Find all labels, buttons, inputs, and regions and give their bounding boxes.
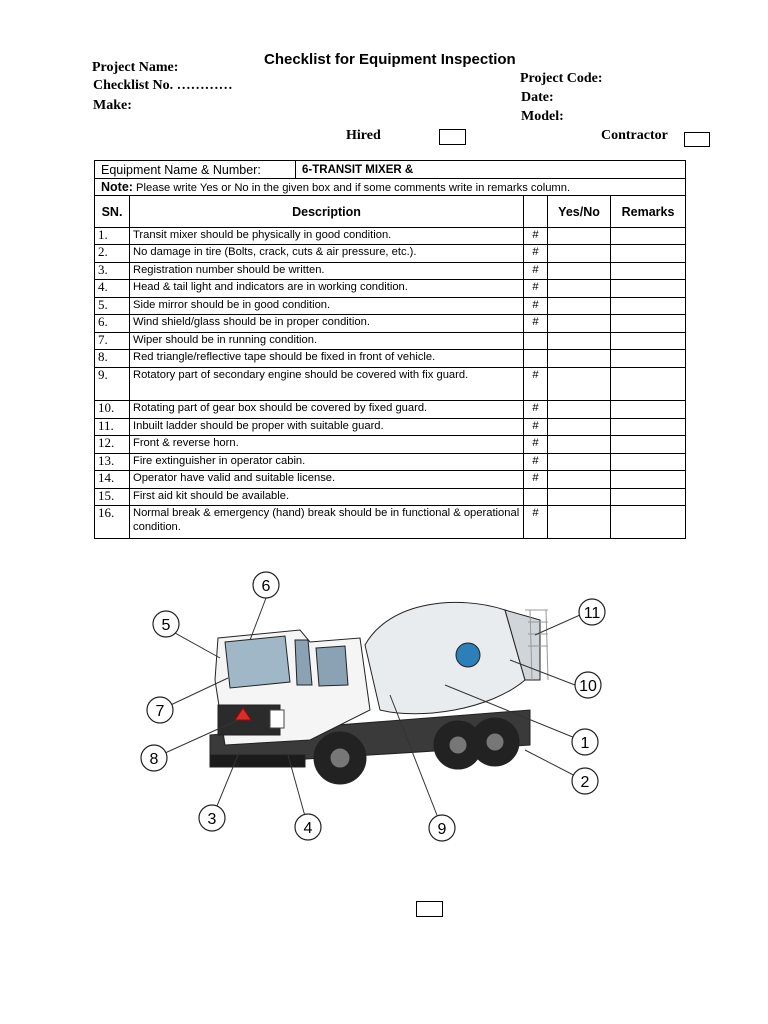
table-row xyxy=(95,368,686,401)
note-row xyxy=(95,179,686,196)
callout-9 xyxy=(429,815,455,841)
table-row xyxy=(95,506,686,539)
row-mark: # xyxy=(524,368,548,401)
callout-number: 1 xyxy=(580,735,590,752)
row-yesno-cell[interactable] xyxy=(548,454,611,471)
row-mark: # xyxy=(524,471,548,489)
table-row xyxy=(95,280,686,298)
row-remarks-cell[interactable] xyxy=(611,245,686,263)
callout-number: 11 xyxy=(583,605,601,622)
truck-drawing xyxy=(210,602,548,784)
table-row xyxy=(95,454,686,471)
row-mark: # xyxy=(524,245,548,263)
row-mark: # xyxy=(524,315,548,333)
row-mark: # xyxy=(524,506,548,539)
project-code-label: Project Code: xyxy=(520,71,603,86)
row-yesno-cell[interactable] xyxy=(548,263,611,280)
checklist-rows xyxy=(95,228,686,539)
row-sn: 9. xyxy=(95,368,130,401)
callout-number: 10 xyxy=(579,678,597,695)
row-remarks-cell[interactable] xyxy=(611,263,686,280)
make-label: Make: xyxy=(93,98,132,113)
row-description: Registration number should be written. xyxy=(130,263,524,280)
row-remarks-cell[interactable] xyxy=(611,298,686,315)
col-description-header: Description xyxy=(130,196,524,228)
callout-number: 4 xyxy=(303,820,313,837)
table-row xyxy=(95,471,686,489)
row-remarks-cell[interactable] xyxy=(611,333,686,350)
row-yesno-cell[interactable] xyxy=(548,471,611,489)
row-yesno-cell[interactable] xyxy=(548,228,611,245)
table-row xyxy=(95,350,686,368)
row-sn: 14. xyxy=(95,471,130,489)
row-description: Side mirror should be in good condition. xyxy=(130,298,524,315)
row-sn: 4. xyxy=(95,280,130,298)
checklist-no-label: Checklist No. ………… xyxy=(93,78,233,93)
row-yesno-cell[interactable] xyxy=(548,506,611,539)
row-description: Head & tail light and indicators are in working condition. xyxy=(130,280,524,298)
row-description: Inbuilt ladder should be proper with suitable guard. xyxy=(130,419,524,436)
checklist-table xyxy=(94,160,686,539)
document-title: Checklist for Equipment Inspection xyxy=(264,51,516,68)
row-mark: # xyxy=(524,454,548,471)
row-mark: # xyxy=(524,436,548,454)
row-yesno-cell[interactable] xyxy=(548,245,611,263)
row-sn: 15. xyxy=(95,489,130,506)
row-mark: # xyxy=(524,263,548,280)
row-mark xyxy=(524,333,548,350)
row-mark: # xyxy=(524,419,548,436)
row-description: Red triangle/reflective tape should be fixed in front of vehicle. xyxy=(130,350,524,368)
table-row xyxy=(95,401,686,419)
callout-1 xyxy=(572,729,598,755)
row-sn: 12. xyxy=(95,436,130,454)
row-yesno-cell[interactable] xyxy=(548,350,611,368)
row-mark xyxy=(524,489,548,506)
callout-6 xyxy=(253,572,279,598)
col-mark-header xyxy=(524,196,548,228)
transit-mixer-illustration xyxy=(130,560,630,860)
note-label: Note: xyxy=(101,179,133,194)
row-description: Transit mixer should be physically in good condition. xyxy=(130,228,524,245)
row-sn: 10. xyxy=(95,401,130,419)
row-description: Rotating part of gear box should be covered by fixed guard. xyxy=(130,401,524,419)
row-yesno-cell[interactable] xyxy=(548,368,611,401)
table-row xyxy=(95,263,686,280)
callout-4 xyxy=(295,814,321,840)
table-row xyxy=(95,315,686,333)
row-yesno-cell[interactable] xyxy=(548,419,611,436)
table-row xyxy=(95,489,686,506)
row-remarks-cell[interactable] xyxy=(611,454,686,471)
row-remarks-cell[interactable] xyxy=(611,228,686,245)
row-remarks-cell[interactable] xyxy=(611,506,686,539)
row-remarks-cell[interactable] xyxy=(611,489,686,506)
row-sn: 11. xyxy=(95,419,130,436)
row-sn: 8. xyxy=(95,350,130,368)
callout-number: 5 xyxy=(161,617,171,634)
callout-7 xyxy=(147,697,173,723)
callout-number: 6 xyxy=(261,578,271,595)
row-yesno-cell[interactable] xyxy=(548,489,611,506)
col-sn-header: SN. xyxy=(95,196,130,228)
equipment-row xyxy=(95,161,686,179)
column-header-row xyxy=(95,196,686,228)
row-mark: # xyxy=(524,228,548,245)
row-yesno-cell[interactable] xyxy=(548,315,611,333)
callout-2 xyxy=(572,768,598,794)
row-remarks-cell[interactable] xyxy=(611,419,686,436)
project-name-label: Project Name: xyxy=(92,60,179,75)
col-remarks-header: Remarks xyxy=(611,196,686,228)
row-remarks-cell[interactable] xyxy=(611,471,686,489)
contractor-checkbox[interactable] xyxy=(684,132,710,147)
equipment-value[interactable]: 6-TRANSIT MIXER & xyxy=(296,161,686,179)
callout-markers xyxy=(141,572,605,841)
row-yesno-cell[interactable] xyxy=(548,401,611,419)
table-row xyxy=(95,419,686,436)
col-yesno-header: Yes/No xyxy=(548,196,611,228)
row-remarks-cell[interactable] xyxy=(611,280,686,298)
callout-8 xyxy=(141,745,167,771)
row-mark: # xyxy=(524,401,548,419)
callout-number: 8 xyxy=(149,751,159,768)
row-description: Fire extinguisher in operator cabin. xyxy=(130,454,524,471)
row-remarks-cell[interactable] xyxy=(611,436,686,454)
row-sn: 2. xyxy=(95,245,130,263)
callout-number: 7 xyxy=(155,703,165,720)
row-description: Front & reverse horn. xyxy=(130,436,524,454)
hired-label: Hired xyxy=(346,128,381,143)
callout-11 xyxy=(579,599,605,625)
row-description: No damage in tire (Bolts, crack, cuts & air pressure, etc.). xyxy=(130,245,524,263)
row-description: Wiper should be in running condition. xyxy=(130,333,524,350)
row-description: First aid kit should be available. xyxy=(130,489,524,506)
table-row xyxy=(95,245,686,263)
row-sn: 13. xyxy=(95,454,130,471)
contractor-label: Contractor xyxy=(601,128,668,143)
row-mark: # xyxy=(524,298,548,315)
row-yesno-cell[interactable] xyxy=(548,333,611,350)
table-row xyxy=(95,298,686,315)
row-mark: # xyxy=(524,280,548,298)
callout-number: 3 xyxy=(207,811,217,828)
note-text: Please write Yes or No in the given box and if some comments write in remarks column. xyxy=(132,181,571,194)
row-mark xyxy=(524,350,548,368)
table-row xyxy=(95,436,686,454)
row-remarks-cell[interactable] xyxy=(611,350,686,368)
row-remarks-cell[interactable] xyxy=(611,368,686,401)
row-sn: 1. xyxy=(95,228,130,245)
row-sn: 16. xyxy=(95,506,130,539)
callout-5 xyxy=(153,611,179,637)
callout-number: 9 xyxy=(437,821,447,838)
row-remarks-cell[interactable] xyxy=(611,315,686,333)
table-row xyxy=(95,333,686,350)
callout-number: 2 xyxy=(580,774,590,791)
row-description: Rotatory part of secondary engine should be covered with fix guard. xyxy=(130,368,524,401)
row-sn: 3. xyxy=(95,263,130,280)
row-yesno-cell[interactable] xyxy=(548,298,611,315)
model-label: Model: xyxy=(521,109,564,124)
note-cell xyxy=(95,179,686,196)
bottom-checkbox[interactable] xyxy=(416,901,443,917)
row-yesno-cell[interactable] xyxy=(548,280,611,298)
equipment-label: Equipment Name & Number: xyxy=(95,161,296,179)
row-description: Operator have valid and suitable license. xyxy=(130,471,524,489)
row-sn: 5. xyxy=(95,298,130,315)
callout-10 xyxy=(575,672,601,698)
table-row xyxy=(95,228,686,245)
date-label: Date: xyxy=(521,90,554,105)
row-sn: 7. xyxy=(95,333,130,350)
row-remarks-cell[interactable] xyxy=(611,401,686,419)
row-description: Wind shield/glass should be in proper condition. xyxy=(130,315,524,333)
callout-3 xyxy=(199,805,225,831)
row-description: Normal break & emergency (hand) break should be in functional & operational condition. xyxy=(130,506,524,539)
hired-checkbox[interactable] xyxy=(439,129,466,145)
row-sn: 6. xyxy=(95,315,130,333)
row-yesno-cell[interactable] xyxy=(548,436,611,454)
